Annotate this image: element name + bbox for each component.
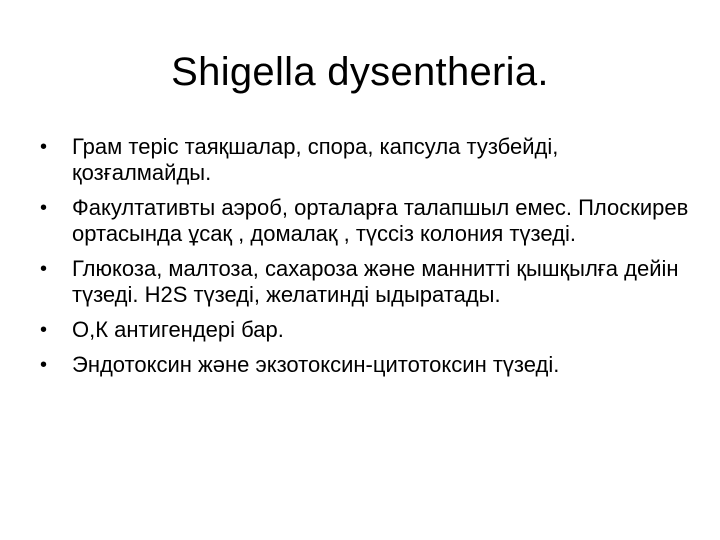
bullet-icon: • [40, 354, 48, 376]
bullet-icon: • [40, 319, 48, 341]
bullet-item [40, 134, 700, 186]
bullet-text: О,К антигендері бар. [72, 317, 284, 342]
bullet-item [40, 195, 700, 247]
bullet-list [40, 134, 700, 387]
bullet-icon: • [40, 197, 48, 219]
bullet-text: Факултативты аэроб, орталарға талапшыл емес. Плоскирев ортасында ұсақ , домалақ , түссіз колония түзеді. [72, 195, 689, 246]
bullet-text: Глюкоза, малтоза, сахароза және маннитті қышқылға дейін түзеді. H2S түзеді, желатинді ыдыратады. [72, 256, 679, 307]
bullet-item [40, 352, 700, 378]
slide-title: Shigella dysentheria. [171, 50, 549, 94]
bullet-text: Эндотоксин және экзотоксин-цитотоксин түзеді. [72, 352, 560, 377]
bullet-item [40, 256, 700, 308]
bullet-text: Грам теріс таяқшалар, спора, капсула тузбейді, қозғалмайды. [72, 134, 559, 185]
bullet-item [40, 317, 700, 343]
bullet-icon: • [40, 258, 48, 280]
bullet-icon: • [40, 136, 48, 158]
